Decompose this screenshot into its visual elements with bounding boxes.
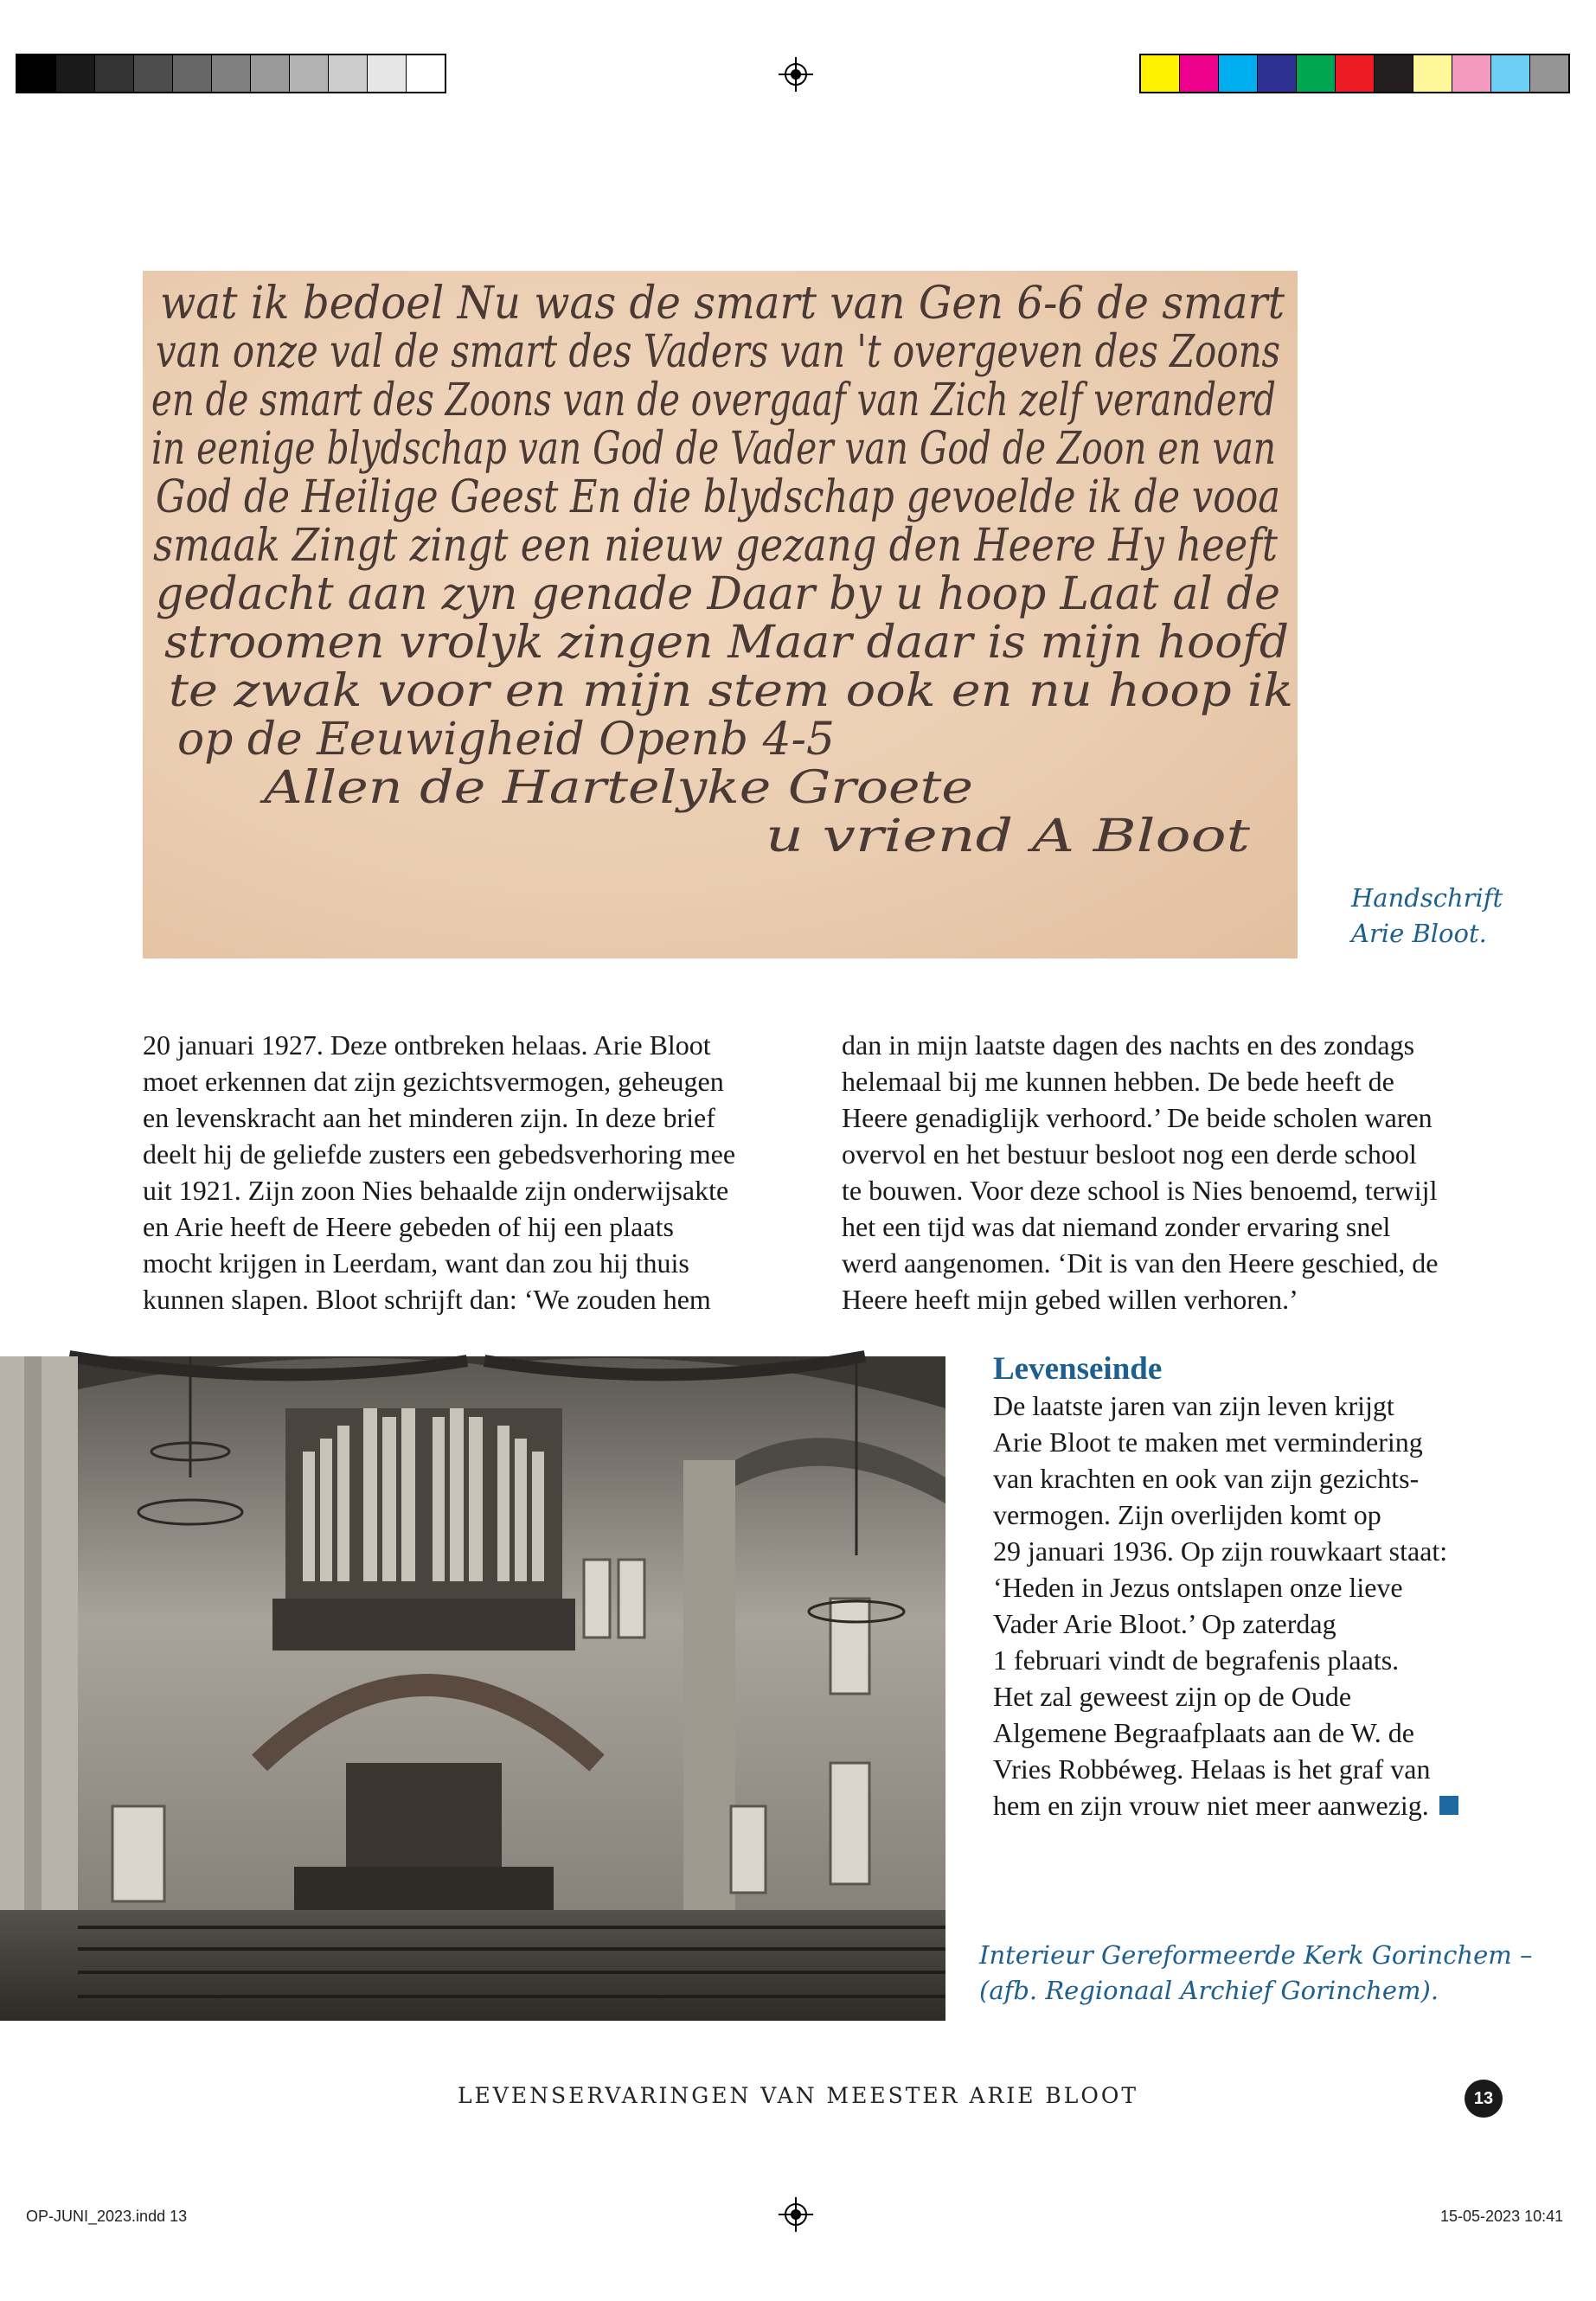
slug-date-time: 15-05-2023 10:41	[1440, 2208, 1564, 2225]
text-line: mocht krijgen in Leerdam, want dan zou hij thuis	[143, 1247, 689, 1279]
handwriting-line: God de Heilige Geest En die blydschap gevoelde ik de vooa	[156, 471, 1280, 523]
calibration-swatch	[1452, 55, 1491, 92]
handwriting-line: te zwak voor en mijn stem ook en nu hoop ik	[169, 665, 1293, 717]
text-line-content: hem en zijn vrouw niet meer aanwezig.	[993, 1790, 1429, 1821]
church-caption-line: (afb. Regionaal Archief Gorinchem).	[979, 1976, 1439, 2005]
handwriting-line: van onze val de smart des Vaders van 't overgeven des Zoons	[156, 326, 1280, 378]
page-number-badge: 13	[1465, 2080, 1503, 2118]
text-line: en Arie heeft de Heere gebeden of hij een plaats	[143, 1211, 674, 1242]
handwriting-image	[143, 271, 1298, 958]
handwriting-line: gedacht aan zyn genade Daar by u hoop Laat al de	[156, 568, 1280, 620]
calibration-swatch	[134, 55, 173, 92]
calibration-swatch	[212, 55, 251, 92]
calibration-swatch	[1219, 55, 1258, 92]
text-line: Vader Arie Bloot.’ Op zaterdag	[993, 1608, 1336, 1639]
text-line: het een tijd was dat niemand zonder ervaring snel	[842, 1211, 1391, 1242]
end-of-article-square-icon	[1439, 1796, 1458, 1815]
section-heading: Levenseinde	[993, 1351, 1163, 1387]
calibration-swatch	[251, 55, 290, 92]
handwriting-line: smaak Zingt zingt een nieuw gezang den Heere Hy heeft	[153, 520, 1279, 572]
calibration-swatch	[1297, 55, 1336, 92]
calibration-swatch	[290, 55, 329, 92]
calibration-swatch	[17, 55, 56, 92]
section-body	[993, 1388, 1547, 1823]
church-interior-photo	[0, 1356, 945, 2021]
calibration-swatch	[1141, 55, 1180, 92]
text-line	[993, 1787, 1547, 1823]
text-line: 1 februari vindt de begrafenis plaats.	[993, 1644, 1400, 1676]
calibration-swatch	[407, 55, 445, 92]
church-caption-line: Interieur Gereformeerde Kerk Gorinchem –	[979, 1940, 1533, 1970]
text-line: De laatste jaren van zijn leven krijgt	[993, 1390, 1394, 1421]
calibration-swatch	[1336, 55, 1375, 92]
text-line: werd aangenomen. ‘Dit is van den Heere geschied, de	[842, 1247, 1439, 1279]
text-line: vermogen. Zijn overlijden komt op	[993, 1499, 1381, 1530]
calibration-swatch	[173, 55, 212, 92]
text-line: Heere heeft mijn gebed willen verhoren.’	[842, 1284, 1298, 1315]
running-footer-title: LEVENSERVARINGEN VAN MEESTER ARIE BLOOT	[457, 2083, 1139, 2108]
text-line: Heere genadiglijk verhoord.’ De beide scholen waren	[842, 1102, 1433, 1133]
handwriting-script	[143, 271, 1298, 958]
calibration-swatch	[329, 55, 368, 92]
handwriting-caption	[1351, 881, 1503, 952]
text-line: uit 1921. Zijn zoon Nies behaalde zijn onderwijsakte	[143, 1175, 729, 1206]
article-left-column	[143, 1027, 800, 1317]
handwriting-line: u vriend A Bloot	[766, 811, 1251, 862]
calibration-swatch	[1530, 55, 1568, 92]
text-line: Het zal geweest zijn op de Oude	[993, 1681, 1352, 1712]
text-line: helemaal bij me kunnen hebben. De bede heeft de	[842, 1066, 1394, 1097]
calibration-swatch	[95, 55, 134, 92]
text-line: ‘Heden in Jezus ontslapen onze lieve	[993, 1572, 1403, 1603]
levenseinde-section	[993, 1351, 1547, 1823]
article-right-column	[842, 1027, 1516, 1317]
text-line: kunnen slapen. Bloot schrijft dan: ‘We zouden hem	[143, 1284, 711, 1315]
handwriting-line: op de Eeuwigheid Openb 4-5	[177, 714, 835, 766]
handwriting-caption-line: Arie Bloot.	[1351, 919, 1487, 948]
text-line: Vries Robbéweg. Helaas is het graf van	[993, 1753, 1431, 1785]
slug-file-info: OP-JUNI_2023.indd 13	[26, 2208, 188, 2225]
calibration-swatch	[368, 55, 407, 92]
text-line: dan in mijn laatste dagen des nachts en des zondags	[842, 1029, 1415, 1061]
text-line: van krachten en ook van zijn gezichts-	[993, 1463, 1420, 1494]
calibration-swatch	[1258, 55, 1297, 92]
handwriting-line: wat ik bedoel Nu was de smart van Gen 6-6 de smart	[160, 278, 1285, 330]
handwriting-line: stroomen vrolyk zingen Maar daar is mijn hoofd	[164, 617, 1289, 669]
handwriting-line: en de smart des Zoons van de overgaaf van Zich zelf veranderd	[151, 375, 1276, 426]
text-line: te bouwen. Voor deze school is Nies benoemd, terwijl	[842, 1175, 1438, 1206]
text-line: 29 januari 1936. Op zijn rouwkaart staat:	[993, 1535, 1448, 1567]
handwriting-line: in eenige blydschap van God de Vader van God de Zoon en van	[151, 423, 1276, 475]
handwriting-line: Allen de Hartelyke Groete	[260, 762, 973, 814]
registration-mark-icon	[779, 2197, 813, 2232]
calibration-swatch	[1413, 55, 1452, 92]
text-line: moet erkennen dat zijn gezichtsvermogen, geheugen	[143, 1066, 724, 1097]
grayscale-calibration-bar	[16, 54, 446, 93]
text-line: 20 januari 1927. Deze ontbreken helaas. Arie Bloot	[143, 1029, 711, 1061]
calibration-swatch	[1180, 55, 1219, 92]
text-line: Algemene Begraafplaats aan de W. de	[993, 1717, 1414, 1748]
text-line: deelt hij de geliefde zusters een gebedsverhoring mee	[143, 1138, 736, 1170]
calibration-swatch	[1491, 55, 1530, 92]
calibration-swatch	[1375, 55, 1413, 92]
text-line: en levenskracht aan het minderen zijn. In deze brief	[143, 1102, 715, 1133]
church-caption	[979, 1938, 1533, 2009]
text-line: Arie Bloot te maken met vermindering	[993, 1426, 1423, 1458]
text-line: overvol en het bestuur besloot nog een derde school	[842, 1138, 1417, 1170]
handwriting-caption-line: Handschrift	[1351, 883, 1503, 913]
registration-mark-icon	[779, 57, 813, 92]
calibration-swatch	[56, 55, 95, 92]
color-calibration-bar	[1139, 54, 1570, 93]
